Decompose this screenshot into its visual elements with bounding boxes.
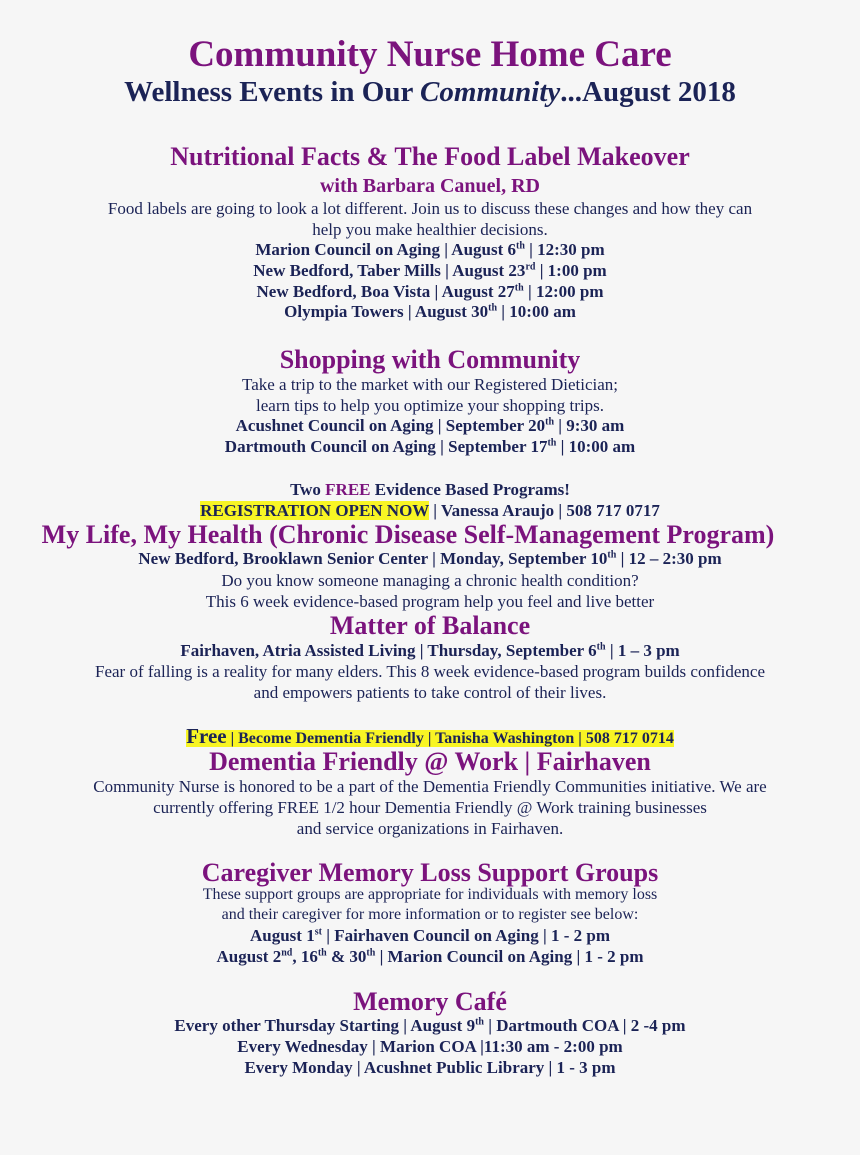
- session-time: | 1:00 pm: [535, 261, 607, 280]
- programs-intro: [0, 481, 860, 498]
- session-time: | 12:00 pm: [523, 282, 604, 301]
- intro-post: Evidence Based Programs!: [370, 480, 570, 499]
- dementia-title: Dementia Friendly @ Work | Fairhaven: [209, 747, 651, 776]
- subtitle-post: ...August 2018: [560, 76, 736, 108]
- nutrition-title: Nutritional Facts & The Food Label Makeover: [170, 142, 690, 171]
- ordinal-suffix: th: [317, 947, 327, 959]
- balance-desc-2: and empowers patients to take control of their lives.: [253, 683, 607, 702]
- ordinal-suffix: th: [366, 947, 376, 959]
- session-text: Olympia Towers | August 30: [284, 302, 489, 321]
- caregiver-desc-1: These support groups are appropriate for individuals with memory loss: [202, 886, 658, 903]
- session-text: Dartmouth Council on Aging | September 17: [224, 437, 548, 456]
- ordinal-suffix: rd: [525, 261, 536, 273]
- ordinal-suffix: th: [607, 549, 617, 561]
- session-text: | Fairhaven Council on Aging | 1 - 2 pm: [321, 926, 610, 945]
- mylife-desc-2: This 6 week evidence-based program help you feel and live better: [205, 592, 655, 611]
- dementia-banner-highlight: [186, 724, 674, 748]
- nutrition-session-4: [0, 303, 860, 320]
- caregiver-session-2: [0, 948, 860, 965]
- shopping-session-2: [0, 438, 860, 455]
- registration-contact: | Vanessa Araujo | 508 717 0717: [429, 501, 660, 520]
- shopping-desc-2: learn tips to help you optimize your shopping trips.: [256, 396, 604, 415]
- ordinal-suffix: th: [545, 416, 555, 428]
- session-time: | 12 – 2:30 pm: [616, 549, 722, 568]
- session-text: Marion Council on Aging | August 6: [255, 240, 516, 259]
- shopping-session-1: [0, 417, 860, 434]
- dementia-desc-2: currently offering FREE 1/2 hour Dementia Friendly @ Work training businesses: [153, 798, 707, 817]
- ordinal-suffix: st: [314, 926, 322, 938]
- nutrition-session-3: [0, 283, 860, 300]
- caregiver-session-1: [0, 927, 860, 944]
- session-text: New Bedford, Boa Vista | August 27: [256, 282, 515, 301]
- balance-desc-1: Fear of falling is a reality for many elders. This 8 week evidence-based program builds confidence: [94, 662, 765, 681]
- session-text: | Marion Council on Aging | 1 - 2 pm: [375, 947, 644, 966]
- subtitle-emphasis: Community: [420, 76, 561, 108]
- session-text: Acushnet Council on Aging | September 20: [235, 416, 546, 435]
- dementia-desc-3: and service organizations in Fairhaven.: [296, 819, 564, 838]
- session-text: New Bedford, Brooklawn Senior Center | Monday, September 10: [138, 549, 608, 568]
- session-text: Every other Thursday Starting | August 9: [174, 1016, 476, 1035]
- nutrition-session-1: [0, 241, 860, 258]
- caregiver-desc-2: and their caregiver for more information or to register see below:: [221, 906, 639, 923]
- session-date: August 1: [250, 926, 315, 945]
- cafe-session-3: Every Monday | Acushnet Public Library | 1 - 3 pm: [244, 1058, 616, 1077]
- nutrition-session-2: [0, 262, 860, 279]
- session-date: August 2: [216, 947, 282, 966]
- cafe-session-1: [0, 1017, 860, 1034]
- mylife-desc-1: Do you know someone managing a chronic health condition?: [221, 571, 639, 590]
- session-text: Fairhaven, Atria Assisted Living | Thursday, September 6: [180, 641, 597, 660]
- ordinal-suffix: nd: [281, 947, 293, 959]
- balance-session: [0, 642, 860, 659]
- session-time: | 12:30 pm: [524, 240, 605, 259]
- intro-free: FREE: [325, 480, 371, 499]
- dementia-free: Free: [186, 724, 227, 748]
- registration-banner: [0, 502, 860, 519]
- nutrition-presenter: with Barbara Canuel, RD: [319, 175, 540, 197]
- session-time: | Dartmouth COA | 2 -4 pm: [483, 1016, 686, 1035]
- mylife-title: My Life, My Health (Chronic Disease Self-Management Program): [41, 520, 775, 549]
- nutrition-desc-2: help you make healthier decisions.: [312, 220, 548, 239]
- cafe-title: Memory Café: [353, 987, 507, 1016]
- session-time: | 10:00 am: [497, 302, 576, 321]
- dementia-banner: [0, 726, 860, 747]
- session-time: | 1 – 3 pm: [605, 641, 680, 660]
- session-time: | 10:00 am: [556, 437, 636, 456]
- dementia-desc-1: Community Nurse is honored to be a part of the Dementia Friendly Communities initiative. We are: [93, 777, 767, 796]
- ordinal-suffix: th: [514, 282, 524, 294]
- caregiver-title: Caregiver Memory Loss Support Groups: [201, 858, 659, 887]
- page-subtitle: [0, 78, 860, 107]
- session-text: New Bedford, Taber Mills | August 23: [253, 261, 526, 280]
- ordinal-suffix: th: [547, 437, 557, 449]
- page-title: Community Nurse Home Care: [188, 34, 672, 75]
- dementia-banner-text: | Become Dementia Friendly | Tanisha Washington | 508 717 0714: [226, 730, 674, 747]
- balance-title: Matter of Balance: [329, 611, 531, 640]
- registration-highlight: REGISTRATION OPEN NOW: [200, 501, 430, 520]
- ordinal-suffix: th: [596, 641, 606, 653]
- mylife-session: [0, 550, 860, 567]
- ordinal-suffix: th: [475, 1016, 484, 1028]
- cafe-session-2: Every Wednesday | Marion COA |11:30 am - 2:00 pm: [237, 1037, 623, 1056]
- session-date-3: & 30: [326, 947, 367, 966]
- shopping-title: Shopping with Community: [279, 345, 581, 374]
- subtitle-pre: Wellness Events in Our: [124, 76, 421, 108]
- ordinal-suffix: th: [488, 302, 498, 314]
- nutrition-desc-1: Food labels are going to look a lot different. Join us to discuss these changes and how they can: [107, 199, 753, 218]
- intro-pre: Two: [290, 480, 326, 499]
- session-time: | 9:30 am: [554, 416, 625, 435]
- shopping-desc-1: Take a trip to the market with our Registered Dietician;: [242, 375, 618, 394]
- ordinal-suffix: th: [516, 240, 525, 252]
- session-date-2: , 16: [292, 947, 318, 966]
